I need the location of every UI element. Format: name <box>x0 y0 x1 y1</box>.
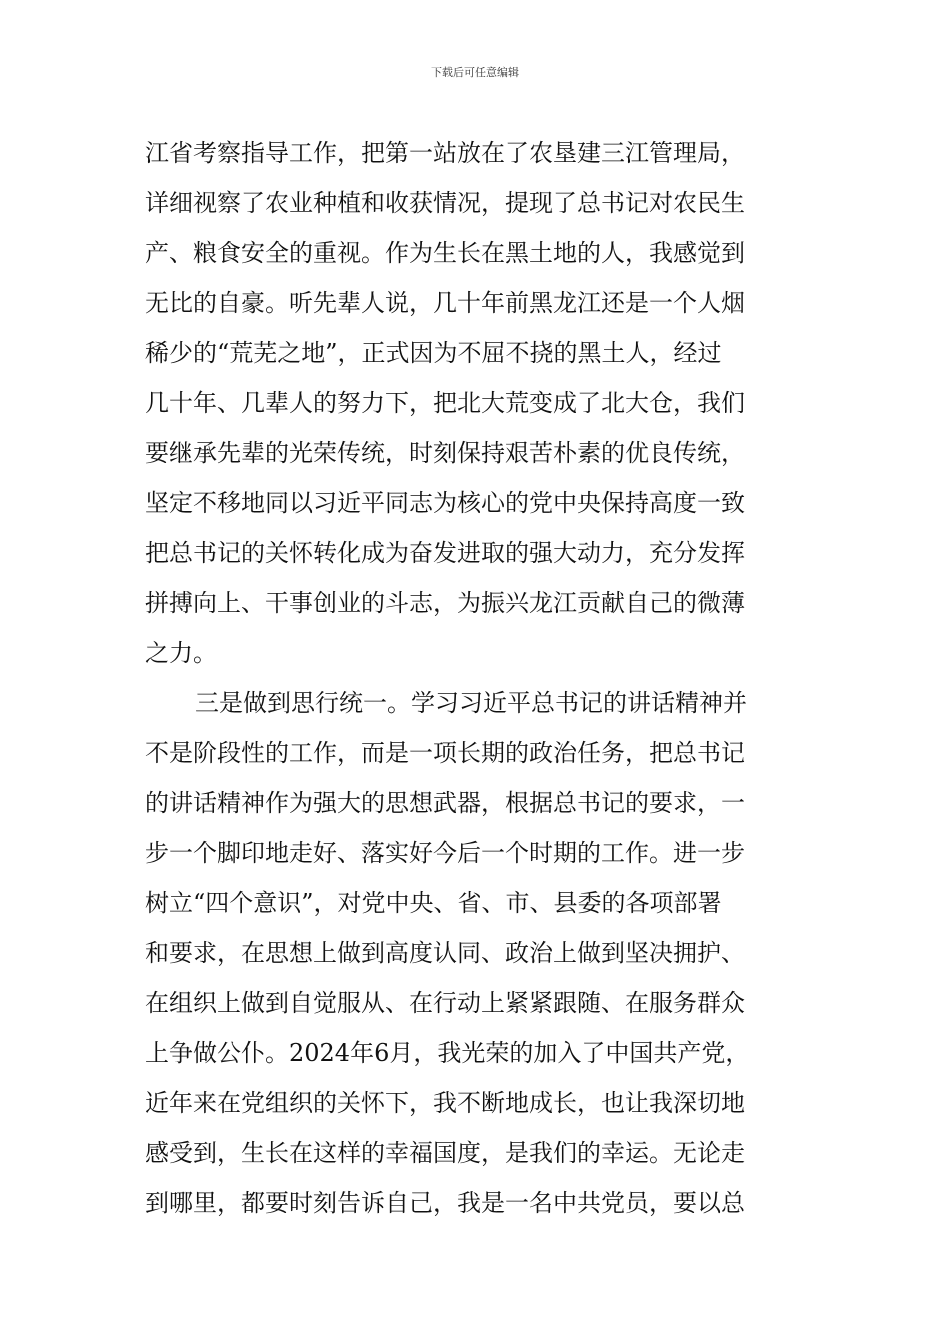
text-line: 稀少的“荒芜之地”，正式因为不屈不挠的黑土人，经过 <box>145 339 722 367</box>
text-line: 无比的自豪。听先辈人说，几十年前黑龙江还是一个人烟 <box>145 289 745 317</box>
text-line: 上争做公仆。2024年6月，我光荣的加入了中国共产党， <box>145 1039 750 1067</box>
text-line: 江省考察指导工作，把第一站放在了农垦建三江管理局， <box>145 139 745 167</box>
text-line: 树立“四个意识”，对党中央、省、市、县委的各项部署 <box>145 889 722 917</box>
text-line: 把总书记的关怀转化成为奋发进取的强大动力，充分发挥 <box>145 539 745 567</box>
text-line: 的讲话精神作为强大的思想武器，根据总书记的要求，一 <box>145 789 745 817</box>
text-line: 之力。 <box>145 639 217 667</box>
text-line: 和要求，在思想上做到高度认同、政治上做到坚决拥护、 <box>145 939 745 967</box>
document-body <box>145 128 815 1228</box>
text-line: 坚定不移地同以习近平同志为核心的党中央保持高度一致 <box>145 489 745 517</box>
text-line: 不是阶段性的工作，而是一项长期的政治任务，把总书记 <box>145 739 745 767</box>
text-line: 感受到，生长在这样的幸福国度，是我们的幸运。无论走 <box>145 1139 745 1167</box>
text-line: 到哪里，都要时刻告诉自己，我是一名中共党员，要以总 <box>145 1189 745 1217</box>
text-line: 详细视察了农业种植和收获情况，提现了总书记对农民生 <box>145 189 745 217</box>
text-line: 几十年、几辈人的努力下，把北大荒变成了北大仓，我们 <box>145 389 745 417</box>
text-line: 要继承先辈的光荣传统，时刻保持艰苦朴素的优良传统， <box>145 439 745 467</box>
text-line: 产、粮食安全的重视。作为生长在黑土地的人，我感觉到 <box>145 239 745 267</box>
text-line: 近年来在党组织的关怀下，我不断地成长，也让我深切地 <box>145 1089 745 1117</box>
text-line: 步一个脚印地走好、落实好今后一个时期的工作。进一步 <box>145 839 745 867</box>
text-line: 拼搏向上、干事创业的斗志，为振兴龙江贡献自己的微薄 <box>145 589 745 617</box>
page-header: 下载后可任意编辑 <box>431 66 519 79</box>
text-line: 在组织上做到自觉服从、在行动上紧紧跟随、在服务群众 <box>145 989 745 1017</box>
paragraph-start-line: 三是做到思行统一。学习习近平总书记的讲话精神并 <box>195 689 747 717</box>
